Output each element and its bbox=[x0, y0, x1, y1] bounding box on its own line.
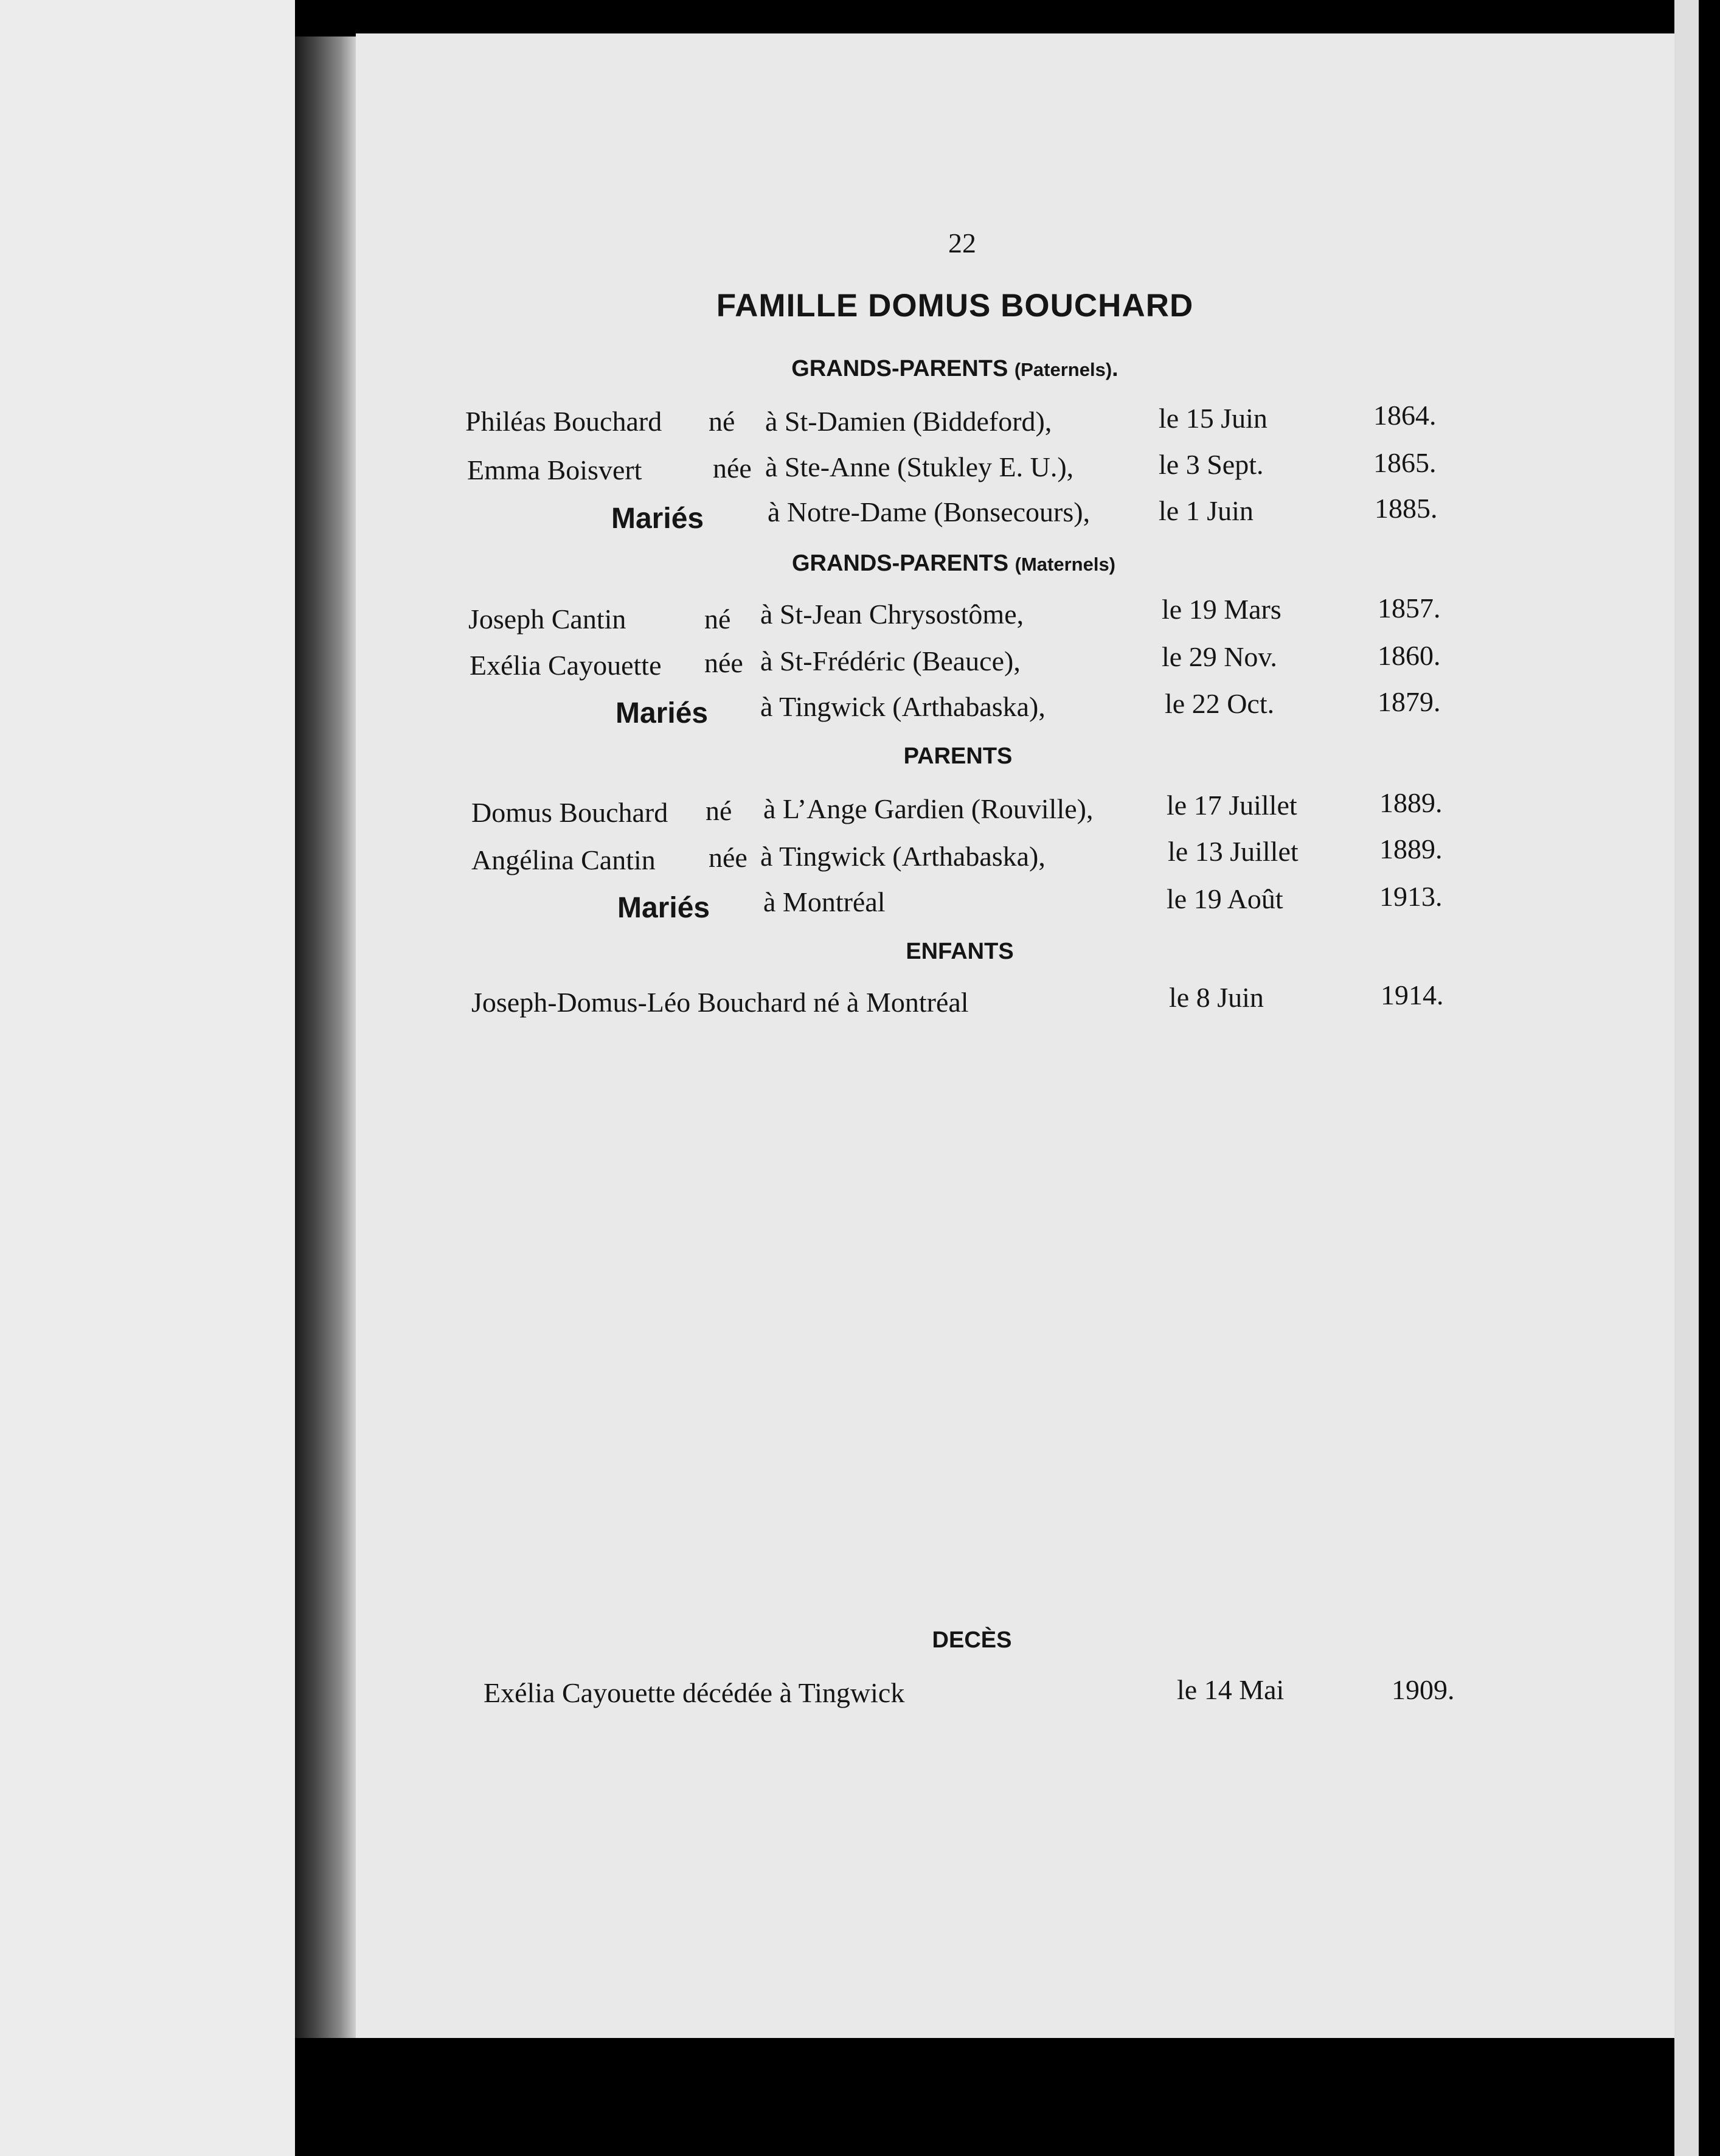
married-place: à Montréal bbox=[763, 886, 886, 917]
entry-date: le 15 Juin bbox=[1159, 403, 1267, 434]
entry-year: 1857. bbox=[1378, 593, 1441, 624]
entry-name: Angélina Cantin bbox=[471, 844, 656, 875]
heading-text: GRANDS-PARENTS bbox=[791, 551, 1009, 576]
married-place: à Notre-Dame (Bonsecours), bbox=[768, 496, 1091, 527]
entry-year: 1889. bbox=[1379, 787, 1443, 818]
entry-year: 1860. bbox=[1378, 640, 1441, 671]
married-year: 1913. bbox=[1379, 881, 1443, 912]
page-title: FAMILLE DOMUS BOUCHARD bbox=[716, 288, 1194, 324]
entry-year: 1864. bbox=[1373, 400, 1437, 431]
married-label: Mariés bbox=[617, 892, 710, 924]
married-label: Mariés bbox=[616, 697, 709, 729]
entry-year: 1865. bbox=[1373, 447, 1437, 478]
page-edge-border bbox=[1674, 0, 1699, 2156]
entry-place: à St-Jean Chrysostôme, bbox=[760, 599, 1024, 630]
entry-verb: né bbox=[709, 406, 735, 437]
section-heading-paternels bbox=[791, 356, 1118, 382]
entry-verb: né bbox=[704, 603, 731, 635]
married-year: 1879. bbox=[1378, 686, 1441, 717]
left-page bbox=[0, 0, 295, 2156]
entry-name: Joseph Cantin bbox=[468, 603, 626, 635]
married-label: Mariés bbox=[611, 502, 704, 535]
section-heading-parents: PARENTS bbox=[903, 743, 1013, 769]
entry-date: le 19 Mars bbox=[1162, 594, 1281, 625]
entry-name: Domus Bouchard bbox=[471, 797, 668, 828]
entry-place: à Ste-Anne (Stukley E. U.), bbox=[765, 451, 1074, 482]
heading-qualifier: (Maternels) bbox=[1014, 554, 1116, 575]
heading-text: GRANDS-PARENTS bbox=[791, 356, 1008, 381]
page-number: 22 bbox=[948, 228, 976, 259]
entry-verb: née bbox=[713, 453, 752, 484]
entry-date: le 29 Nov. bbox=[1162, 641, 1277, 672]
entry-place: à Tingwick (Arthabaska), bbox=[760, 841, 1046, 872]
entry-year: 1889. bbox=[1379, 833, 1443, 864]
entry-place: à L’Ange Gardien (Rouville), bbox=[763, 793, 1094, 824]
book-spine-shadow bbox=[295, 37, 356, 2038]
married-date: le 1 Juin bbox=[1159, 495, 1254, 526]
entry-verb: né bbox=[706, 795, 732, 826]
death-entry: Exélia Cayouette décédée à Tingwick bbox=[484, 1677, 905, 1708]
child-date: le 8 Juin bbox=[1169, 982, 1264, 1013]
entry-place: à St-Damien (Biddeford), bbox=[765, 406, 1052, 437]
entry-verb: née bbox=[704, 647, 743, 678]
entry-verb: née bbox=[709, 842, 747, 873]
entry-name: Exélia Cayouette bbox=[470, 650, 662, 681]
child-year: 1914. bbox=[1381, 979, 1444, 1010]
entry-place: à St-Frédéric (Beauce), bbox=[760, 645, 1021, 676]
entry-date: le 3 Sept. bbox=[1159, 449, 1264, 480]
heading-qualifier: (Paternels) bbox=[1014, 359, 1112, 380]
married-year: 1885. bbox=[1375, 493, 1438, 524]
section-heading-maternels bbox=[792, 551, 1115, 577]
entry-name: Philéas Bouchard bbox=[465, 406, 662, 437]
section-heading-deces: DECÈS bbox=[932, 1627, 1012, 1653]
section-heading-enfants: ENFANTS bbox=[906, 939, 1014, 964]
married-place: à Tingwick (Arthabaska), bbox=[760, 691, 1046, 722]
right-page bbox=[356, 33, 1674, 2038]
child-entry: Joseph-Domus-Léo Bouchard né à Montréal bbox=[471, 987, 969, 1018]
married-date: le 22 Oct. bbox=[1165, 688, 1275, 719]
heading-suffix: . bbox=[1112, 356, 1118, 381]
death-date: le 14 Mai bbox=[1177, 1674, 1285, 1705]
entry-date: le 13 Juillet bbox=[1168, 836, 1299, 867]
death-year: 1909. bbox=[1392, 1674, 1455, 1705]
entry-name: Emma Boisvert bbox=[467, 454, 642, 485]
entry-date: le 17 Juillet bbox=[1167, 790, 1297, 821]
married-date: le 19 Août bbox=[1167, 883, 1283, 914]
